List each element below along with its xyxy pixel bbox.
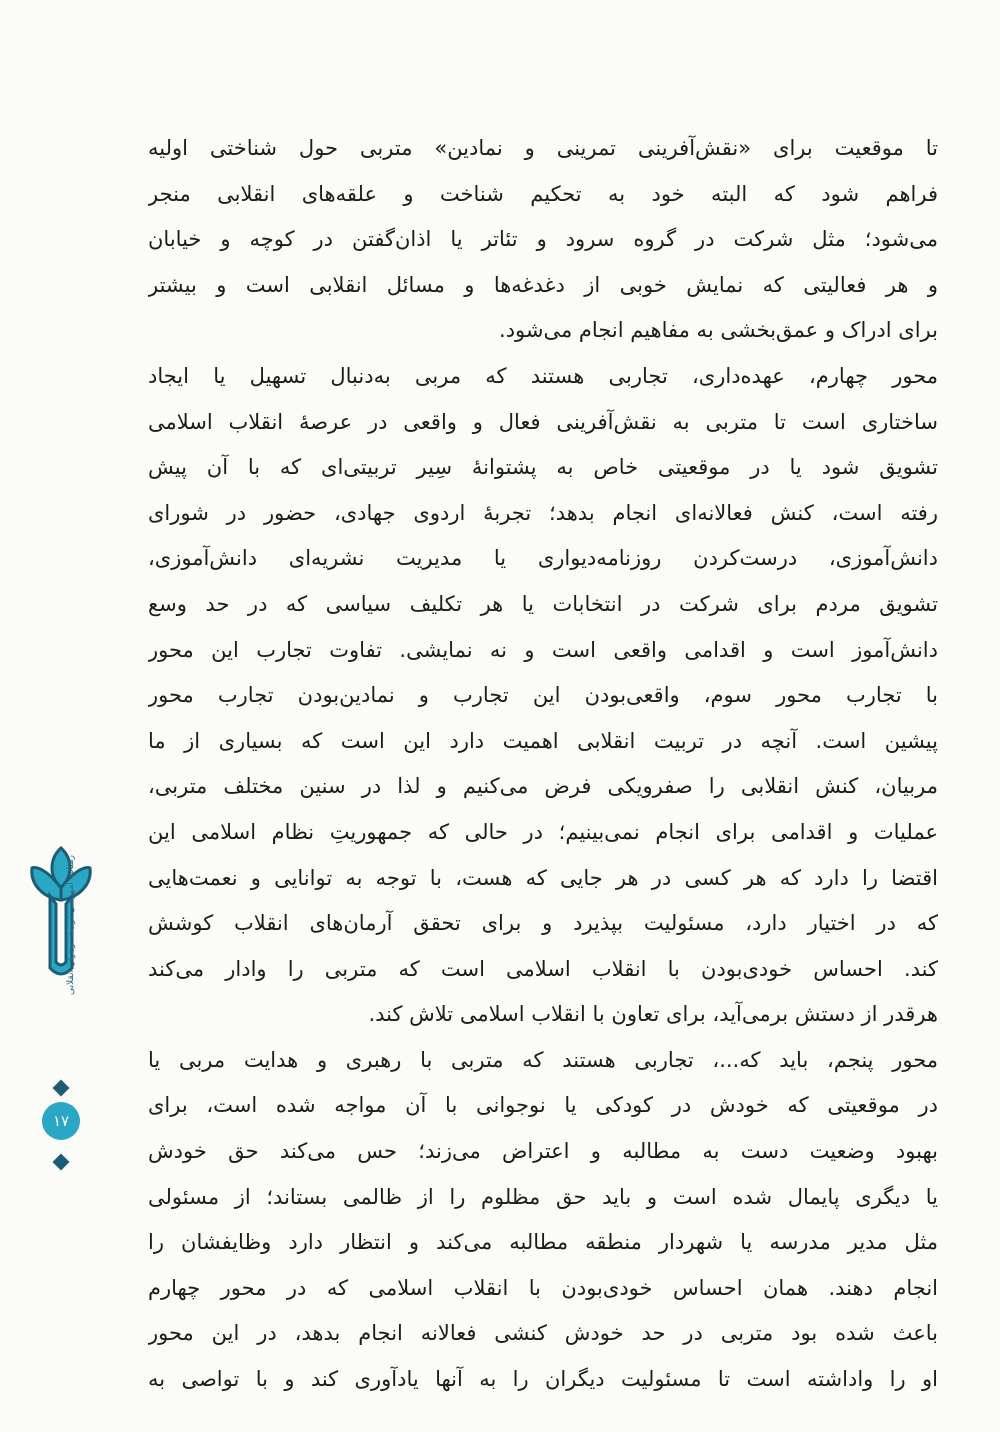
text-line: او را واداشته است تا مسئولیت دیگران را به آنها یادآوری کند و با تواصی به [148, 1367, 938, 1392]
text-line: محور پنجم، باید که...، تجاربی هستند که متربی با رهبری و هدایت مربی یا [148, 1047, 938, 1072]
text-line: برای ادراک و عمق‌بخشی به مفاهیم انجام می‌شود. [499, 318, 938, 343]
text-line: هرقدر از دستش برمی‌آید، برای تعاون با انقلاب اسلامی تلاش کند. [368, 1002, 938, 1027]
diamond-ornament-top [53, 1080, 70, 1097]
text-line: محور چهارم، عهده‌داری، تجاربی هستند که مربی به‌دنبال تسهیل یا ایجاد [148, 363, 938, 388]
series-caption: رهنامه آموزشی تربیت نوجوان انقلابی [66, 855, 76, 995]
text-line: دانش‌آموزی، درست‌کردن روزنامه‌دیواری یا مدیریت نشریه‌ای دانش‌آموزی، [148, 546, 938, 571]
text-line: تا موقعیت برای «نقش‌آفرینی تمرینی و نمادین» متربی حول شناختی اولیه [148, 136, 938, 160]
text-line: عملیات و اقدامی برای انجام نمی‌بینیم؛ در حالی که جمهوریتِ نظام اسلامی این [148, 819, 938, 844]
text-line: فراهم شود که البته خود به تحکیم شناخت و علقه‌های انقلابی منجر [148, 181, 938, 206]
text-line: یا دیگری پایمال شده است و باید حق مظلوم را از ظالمی بستاند؛ از مسئولی [148, 1184, 938, 1209]
diamond-ornament-bottom [53, 1154, 70, 1171]
text-line: دانش‌آموز است و اقدامی واقعی است و نه نمایشی. تفاوت تجارب این محور [148, 637, 938, 662]
text-line: تشویق شود یا در موقعیتی خاص به پشتوانهٔ سِیر تربیتی‌ای که با آن پیش [148, 455, 938, 480]
text-line: تشویق مردم برای شرکت در انتخابات یا هر تکلیف سیاسی که در حد وسع [148, 591, 938, 616]
text-line: ساختاری است تا متربی به نقش‌آفرینی فعال و واقعی در عرصهٔ انقلاب اسلامی [148, 409, 938, 434]
text-line: می‌شود؛ مثل شرکت در گروه سرود و تئاتر یا اذان‌گفتن در کوچه و خیابان [148, 227, 938, 252]
text-line: در موقعیتی که خودش در کودکی یا نوجوانی با آن مواجه شده است، برای [148, 1093, 938, 1118]
text-line: مثل مدیر مدرسه یا شهردار منطقه مطالبه می‌کند و انتظار دارد وظایفشان را [148, 1230, 938, 1255]
body-text [148, 126, 938, 1403]
text-line: با تجارب محور سوم، واقعی‌بودن این تجارب و نمادین‌بودن تجارب محور [148, 683, 938, 708]
text-line: و هر فعالیتی که نمایش خوبی از دغدغه‌ها و مسائل انقلابی است و بیشتر [148, 272, 938, 297]
text-line: رفته است، کنش فعالانه‌ای انجام بدهد؛ تجربهٔ اردوی جهادی، حضور در شورای [148, 500, 938, 525]
page-number: ۱۷ [42, 1102, 80, 1140]
text-line: باعث شده بود متربی در حد خودش کنشی فعالانه انجام بدهد، در این محور [148, 1321, 938, 1346]
text-line: اقتضا را دارد که هر کسی در هر جایی که هست، با توجه به توانایی و نعمت‌هایی [148, 865, 938, 890]
text-line: بهبود وضعیت دست به مطالبه و اعتراض می‌زند؛ حس می‌کند حق خودش [148, 1139, 938, 1164]
text-line: انجام دهند. همان احساس خودی‌بودن با انقلاب اسلامی که در محور چهارم [148, 1275, 938, 1300]
tulip-icon [10, 0, 110, 1000]
text-line: که در اختیار دارد، مسئولیت بپذیرد و برای تحقق آرمان‌های انقلاب کوشش [148, 911, 938, 936]
text-line: مربیان، کنش انقلابی را صفرویکی فرض می‌کنیم و لذا در سنین مختلف متربی، [148, 774, 938, 799]
text-line: پیشین است. آنچه در تربیت انقلابی اهمیت دارد این است که بسیاری از ما [148, 728, 938, 753]
text-line: کند. احساس خودی‌بودن با انقلاب اسلامی است که متربی را وادار می‌کند [148, 956, 938, 981]
